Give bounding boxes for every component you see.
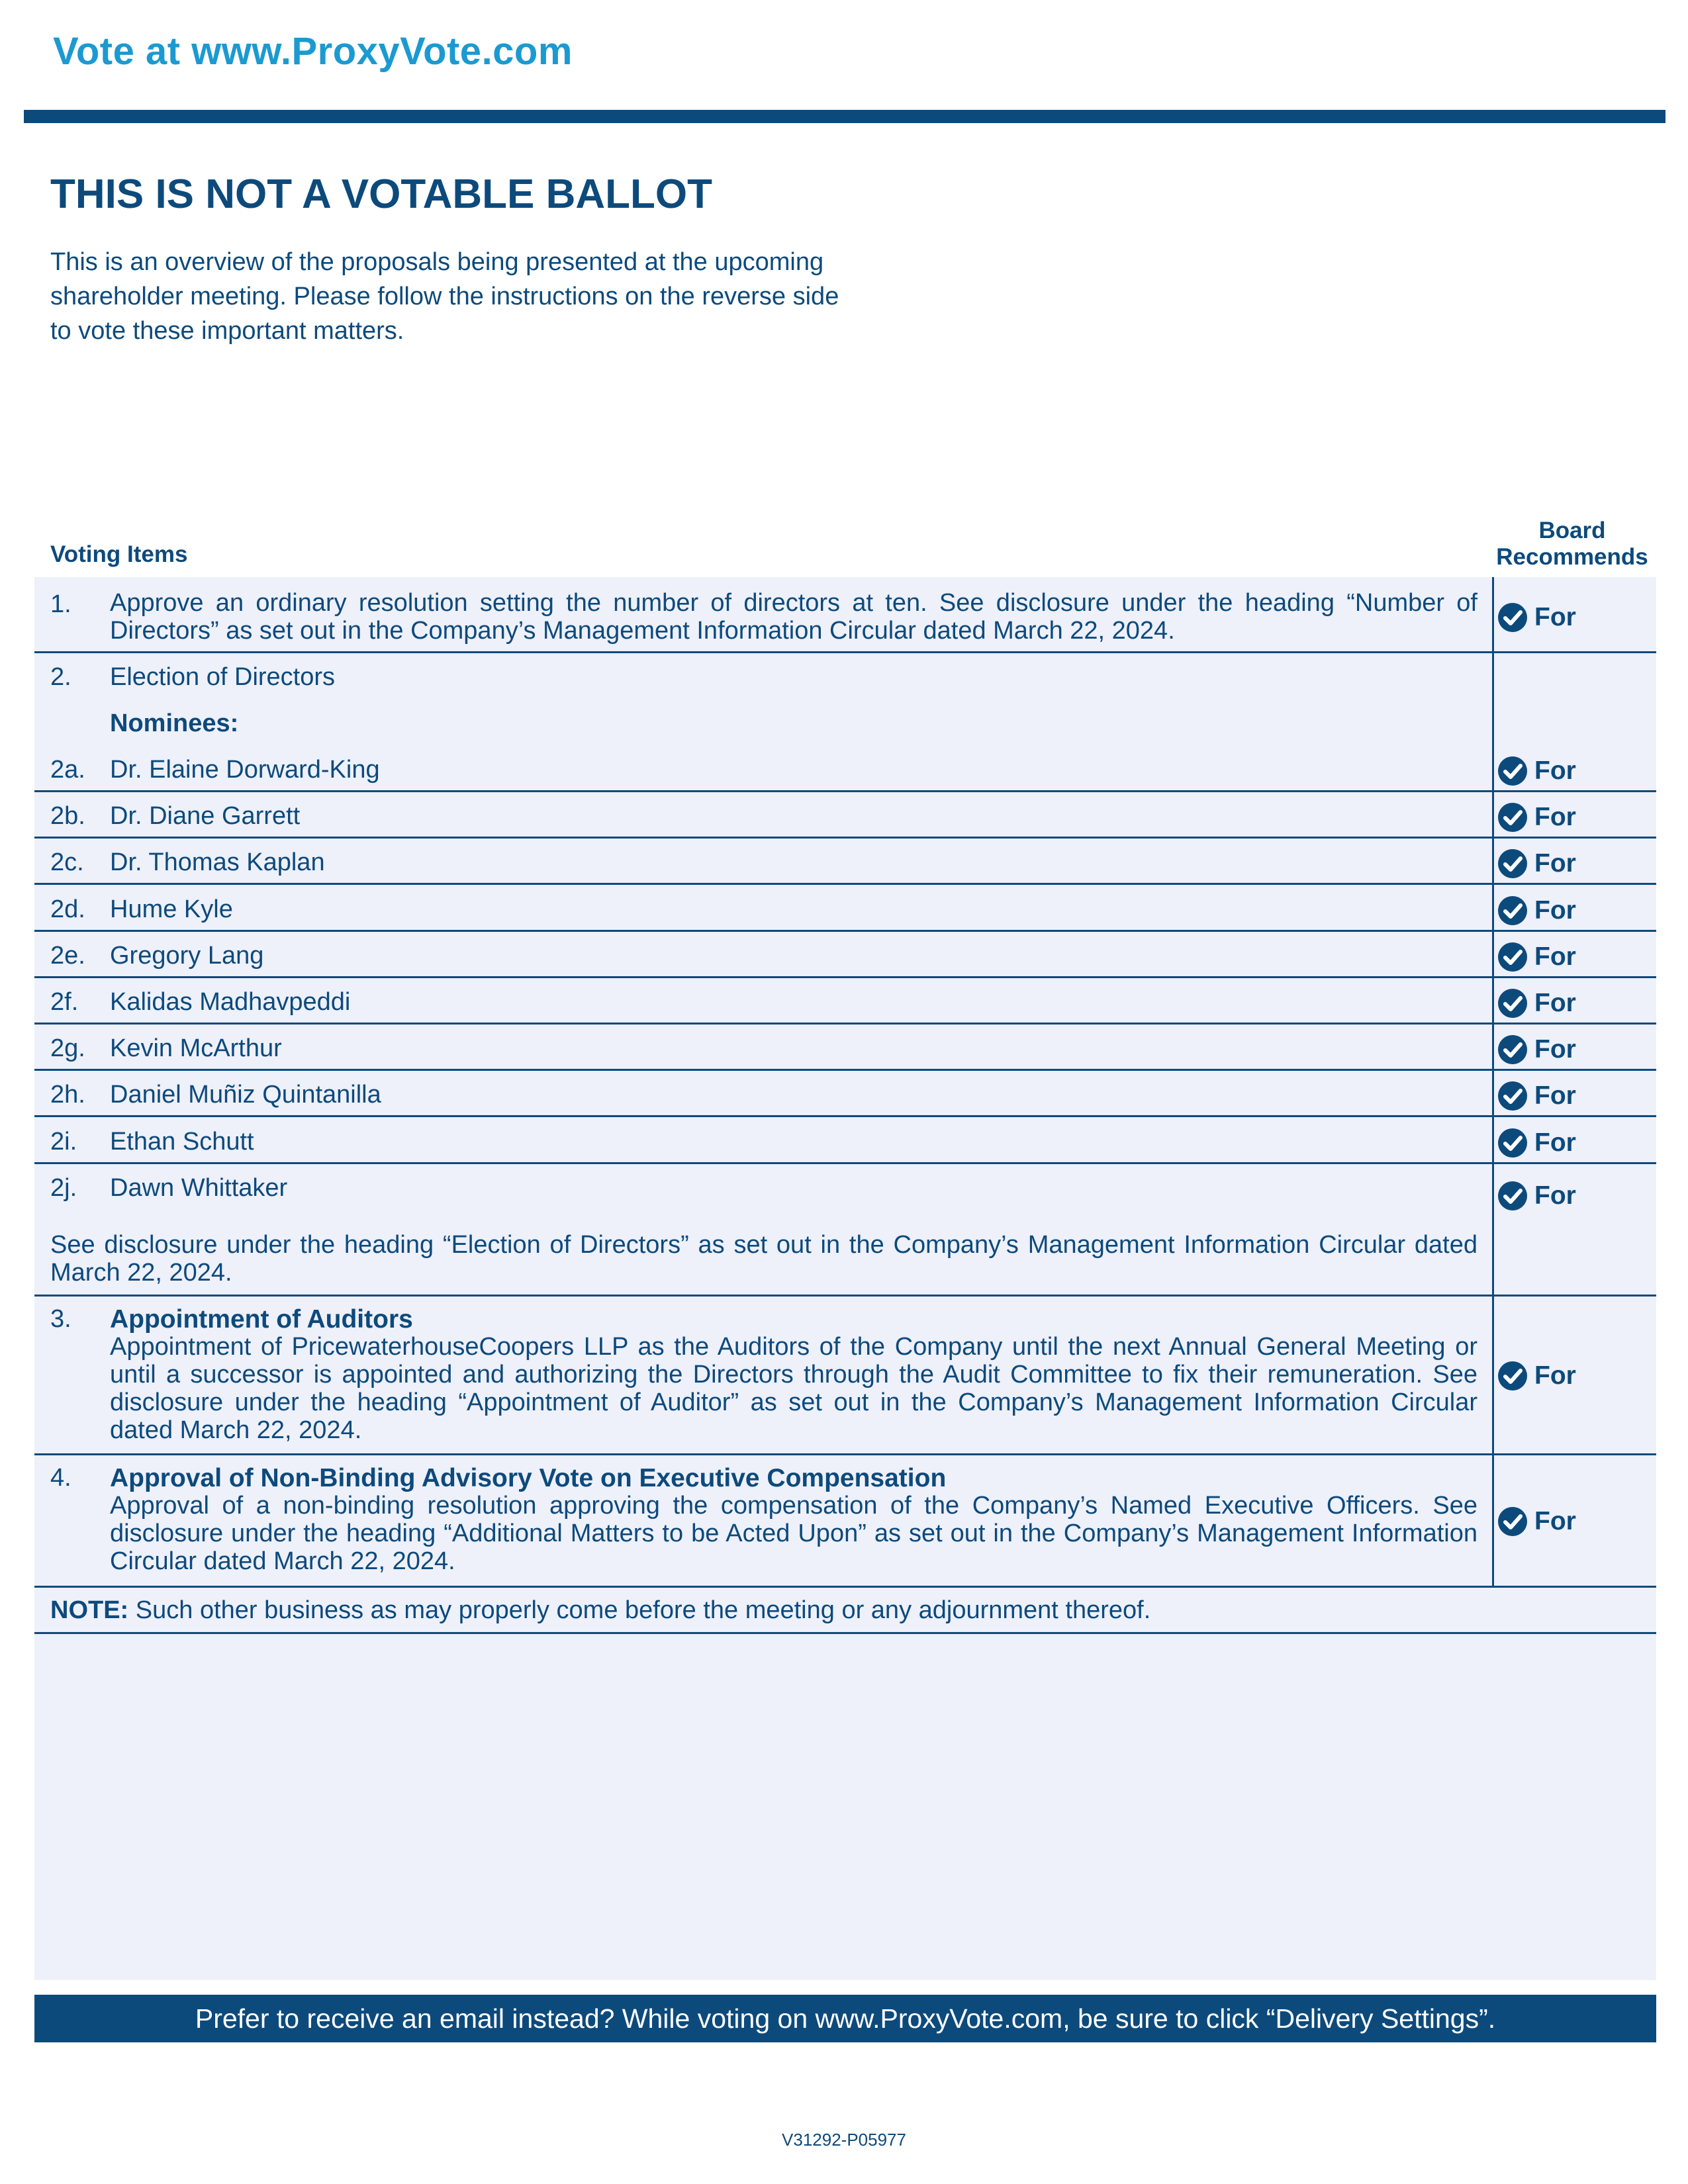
recommendation-label: For <box>1534 1128 1576 1157</box>
nominee-number: 2g. <box>50 1034 85 1062</box>
nominee-recommendation <box>1497 940 1576 974</box>
row-divider <box>34 837 1656 839</box>
checkmark-icon <box>1497 1034 1528 1065</box>
nominee-number: 2a. <box>50 756 85 784</box>
recommendation-label: For <box>1534 989 1576 1017</box>
recommendation-label: For <box>1534 942 1576 971</box>
row-divider <box>34 1586 1656 1588</box>
item-4-title: Approval of Non-Binding Advisory Vote on Executive Compensation <box>110 1464 947 1492</box>
nominee-name: Kalidas Madhavpeddi <box>110 988 351 1016</box>
column-divider <box>1492 577 1494 1587</box>
nominee-recommendation <box>1497 1079 1576 1113</box>
checkmark-icon <box>1497 1128 1528 1158</box>
item-1-recommendation <box>1497 601 1576 634</box>
column-header-voting-items: Voting Items <box>50 541 188 567</box>
row-divider <box>34 651 1656 653</box>
item-number: 2. <box>50 663 71 691</box>
recommendation-label: For <box>1534 1081 1576 1110</box>
item-1-text: Approve an ordinary resolution setting the number of directors at ten. See disclosure under the heading “Number of Directors” as set out in the Company’s Management Information Circular dated March 22, 2024. <box>110 589 1477 645</box>
nominee-recommendation <box>1497 1126 1576 1160</box>
item-2-text: Election of Directors <box>110 663 336 691</box>
nominee-name: Dr. Diane Garrett <box>110 802 301 830</box>
row-divider <box>34 1453 1656 1455</box>
recommendation-label: For <box>1534 1181 1576 1210</box>
nominee-name: Kevin McArthur <box>110 1034 282 1062</box>
intro-text: This is an overview of the proposals being presented at the upcoming shareholder meeting. Please follow the instructions on the reverse side to vote these important matters. <box>50 248 839 345</box>
item-4-recommendation <box>1497 1505 1576 1538</box>
checkmark-icon <box>1497 1081 1528 1111</box>
document-code: V31292-P05977 <box>782 2130 906 2150</box>
row-divider <box>34 1162 1656 1164</box>
checkmark-icon <box>1497 1506 1528 1537</box>
note-label: NOTE: <box>50 1596 129 1624</box>
column-header-board-recommends <box>1483 518 1662 570</box>
nominee-number: 2h. <box>50 1081 85 1109</box>
recommendation-label: For <box>1534 756 1576 785</box>
row-divider <box>34 976 1656 978</box>
item-3-title: Appointment of Auditors <box>110 1305 413 1334</box>
checkmark-icon <box>1497 802 1528 833</box>
page-title: THIS IS NOT A VOTABLE BALLOT <box>50 171 712 217</box>
nominee-name: Ethan Schutt <box>110 1128 254 1156</box>
top-rule <box>24 110 1665 123</box>
recommendation-label: For <box>1534 1361 1576 1390</box>
nominee-recommendation <box>1497 1033 1576 1066</box>
election-disclosure: See disclosure under the heading “Election of Directors” as set out in the Company’s Management Information Circular dated March 22, 2024. <box>50 1231 1477 1287</box>
nominee-number: 2c. <box>50 848 84 876</box>
nominee-name: Daniel Muñiz Quintanilla <box>110 1081 381 1109</box>
nominee-recommendation <box>1497 847 1576 880</box>
note-text: Such other business as may properly come before the meeting or any adjournment thereof. <box>135 1596 1151 1624</box>
row-divider <box>34 1295 1656 1297</box>
checkmark-icon <box>1497 988 1528 1019</box>
nominees-label: Nominees: <box>110 709 239 737</box>
nominee-number: 2b. <box>50 802 85 830</box>
nominee-name: Dr. Thomas Kaplan <box>110 848 325 876</box>
checkmark-icon <box>1497 848 1528 879</box>
checkmark-icon <box>1497 895 1528 926</box>
nominee-recommendation <box>1497 1179 1576 1212</box>
row-divider <box>34 1069 1656 1071</box>
nominee-recommendation <box>1497 801 1576 834</box>
checkmark-icon <box>1497 1361 1528 1391</box>
checkmark-icon <box>1497 602 1528 633</box>
row-divider <box>34 930 1656 932</box>
item-number: 1. <box>50 590 71 618</box>
recommendation-label: For <box>1534 1507 1576 1535</box>
item-number: 4. <box>50 1464 71 1492</box>
site-title: Vote at www.ProxyVote.com <box>53 30 573 73</box>
nominee-recommendation <box>1497 987 1576 1020</box>
nominee-recommendation <box>1497 754 1576 788</box>
nominee-number: 2d. <box>50 895 85 923</box>
recommendation-label: For <box>1534 603 1576 631</box>
nominee-name: Dr. Elaine Dorward-King <box>110 756 380 784</box>
row-divider <box>34 1632 1656 1634</box>
item-3-text: Appointment of PricewaterhouseCoopers LLP as the Auditors of the Company until the next Annual General Meeting or until a successor is appointed and authorizing the Directors through the Audit Committee to fix their remuneration. See disclosure under the heading “Appointment of Auditor” as set out in the Company’s Management Information Circular dated March 22, 2024. <box>110 1333 1477 1444</box>
item-number: 3. <box>50 1305 71 1333</box>
board-header-line1: Board <box>1538 518 1606 543</box>
checkmark-icon <box>1497 942 1528 972</box>
nominee-name: Dawn Whittaker <box>110 1174 288 1202</box>
nominee-number: 2e. <box>50 942 85 970</box>
row-divider <box>34 1115 1656 1117</box>
nominee-number: 2j. <box>50 1174 77 1202</box>
row-divider <box>34 1023 1656 1024</box>
nominee-number: 2i. <box>50 1128 77 1156</box>
item-4-text: Approval of a non-binding resolution approving the compensation of the Company’s Named Executive Officers. See disclosure under the heading “Additional Matters to be Acted Upon” as set out in the Company’s Management Information Circular dated March 22, 2024. <box>110 1492 1477 1575</box>
recommendation-label: For <box>1534 849 1576 878</box>
nominee-number: 2f. <box>50 988 79 1016</box>
checkmark-icon <box>1497 756 1528 786</box>
recommendation-label: For <box>1534 1035 1576 1064</box>
row-divider <box>34 883 1656 885</box>
row-divider <box>34 790 1656 792</box>
nominee-name: Hume Kyle <box>110 895 233 923</box>
nominee-name: Gregory Lang <box>110 942 264 970</box>
note <box>50 1596 1150 1625</box>
nominee-recommendation <box>1497 894 1576 927</box>
board-header-line2: Recommends <box>1496 544 1648 570</box>
item-3-recommendation <box>1497 1359 1576 1392</box>
delivery-settings-banner: Prefer to receive an email instead? While voting on www.ProxyVote.com, be sure to click “Delivery Settings”. <box>34 1995 1656 2042</box>
recommendation-label: For <box>1534 803 1576 831</box>
checkmark-icon <box>1497 1181 1528 1211</box>
recommendation-label: For <box>1534 896 1576 925</box>
